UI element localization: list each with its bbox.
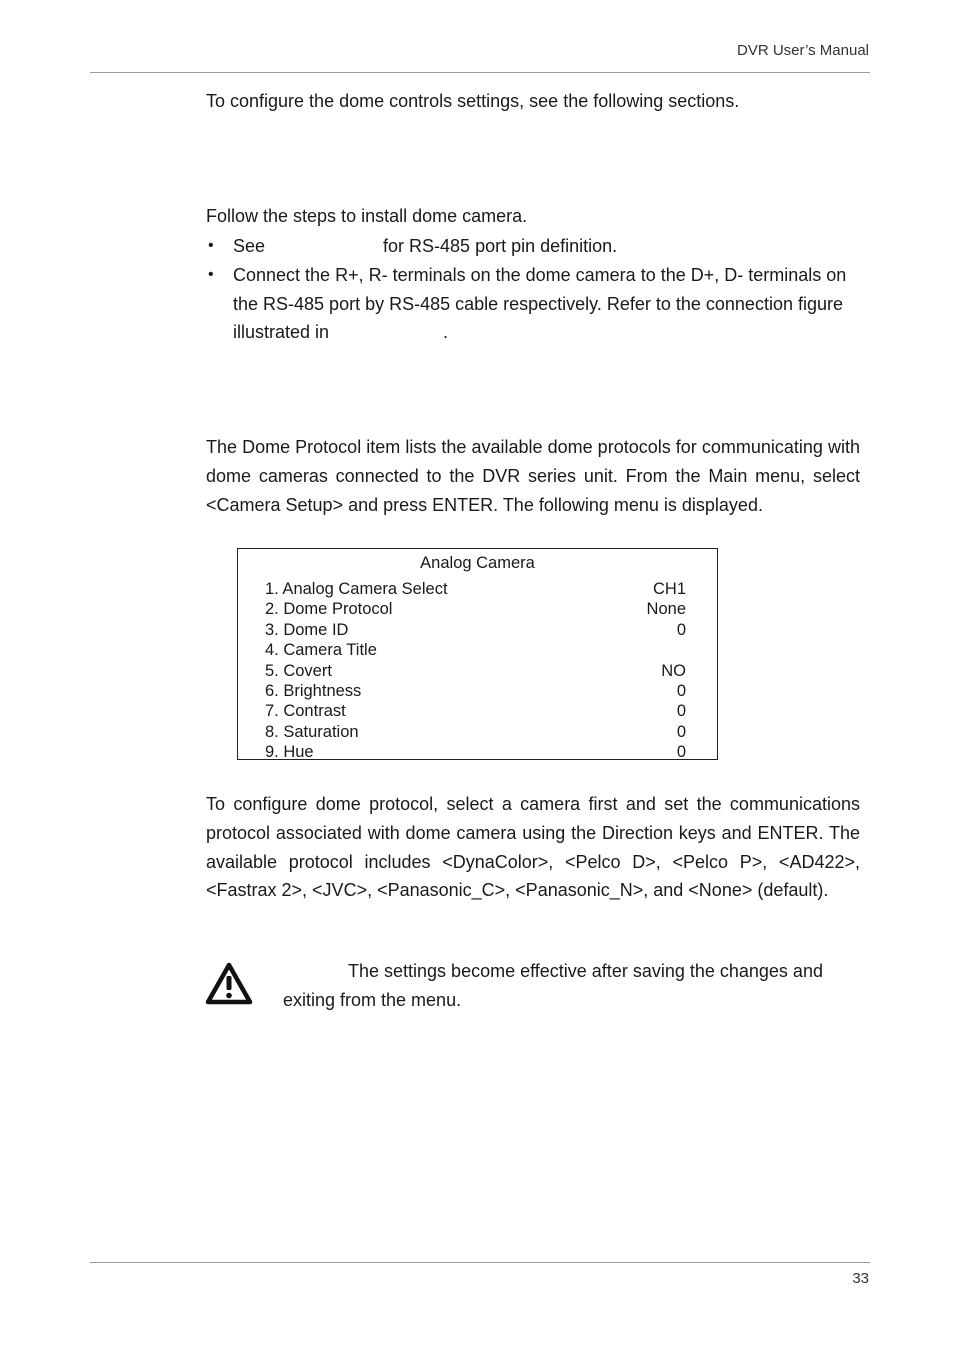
step1-after: for RS-485 port pin definition.: [383, 236, 618, 256]
menu-item-label: 4. Camera Title: [265, 641, 377, 660]
menu-item-label: 3. Dome ID: [265, 620, 349, 639]
menu-item-label: 1. Analog Camera Select: [265, 580, 448, 598]
menu-item-label: 7. Contrast: [265, 702, 346, 721]
menu-item-label: 2. Dome Protocol: [265, 600, 393, 619]
menu-item-covert[interactable]: [265, 661, 686, 681]
step1-before: See: [233, 236, 266, 256]
menu-item-value: 0: [676, 743, 686, 762]
protocol-intro: The Dome Protocol item lists the available dome protocols for communicating with dome cameras connected to the DVR series unit. From the Main menu, select <Camera Setup> and press ENTER. The following menu is displayed.: [206, 437, 860, 515]
menu-item-label: 8. Saturation: [265, 722, 359, 741]
menu-item-brightness[interactable]: [265, 681, 686, 701]
page-number: 33: [852, 1270, 869, 1287]
menu-item-label: 6. Brightness: [265, 681, 362, 700]
menu-item-value: 0: [676, 702, 686, 721]
menu-item-value: None: [646, 600, 686, 619]
menu-item-value: 0: [676, 681, 686, 700]
header-divider: [90, 72, 870, 73]
step2-after: .: [443, 322, 449, 343]
menu-title: Analog Camera: [420, 554, 535, 572]
warning-icon: [205, 961, 253, 1007]
menu-item-dome-id[interactable]: [265, 620, 686, 640]
menu-items: [265, 579, 686, 763]
intro-paragraph: To configure the dome controls settings, see the following sections.: [206, 91, 740, 111]
note-text: The settings become effective after saving the changes and exiting from the menu.: [283, 961, 823, 1010]
menu-item-contrast[interactable]: [265, 701, 686, 721]
configure-paragraph: To configure dome protocol, select a camera first and set the communications protocol associated with dome camera using the Direction keys and ENTER. The available protocol includes <DynaColor>, <Pelco D>, <Pelco P>, <AD422>, <Fastrax 2>, <JVC>, <Panasonic_C>, <Panasonic_N>, and <None> (default).: [206, 794, 860, 901]
install-intro: Follow the steps to install dome camera.: [206, 206, 528, 226]
header-title: DVR User’s Manual: [737, 42, 869, 59]
list-item: [206, 232, 860, 261]
menu-item-camera-title[interactable]: [265, 640, 686, 660]
footer-divider: [90, 1262, 870, 1263]
list-item: [206, 261, 860, 347]
analog-camera-menu: [237, 548, 718, 760]
install-steps: [206, 232, 860, 347]
menu-item-value: 0: [676, 620, 686, 639]
menu-item-value: CH1: [652, 580, 686, 598]
step2-before: Connect the R+, R- terminals on the dome camera to the D+, D- terminals on the RS-485 port by RS-485 cable respectively. Refer to the connection figure illustrated in: [233, 264, 847, 343]
menu-item-hue[interactable]: [265, 742, 686, 762]
menu-item-label: 9. Hue: [265, 743, 314, 762]
menu-item-label: 5. Covert: [265, 661, 332, 680]
menu-item-analog-camera-select[interactable]: [265, 579, 686, 599]
menu-item-dome-protocol[interactable]: [265, 599, 686, 619]
menu-item-saturation[interactable]: [265, 722, 686, 742]
menu-item-value: NO: [661, 661, 686, 680]
menu-item-value: 0: [676, 722, 686, 741]
